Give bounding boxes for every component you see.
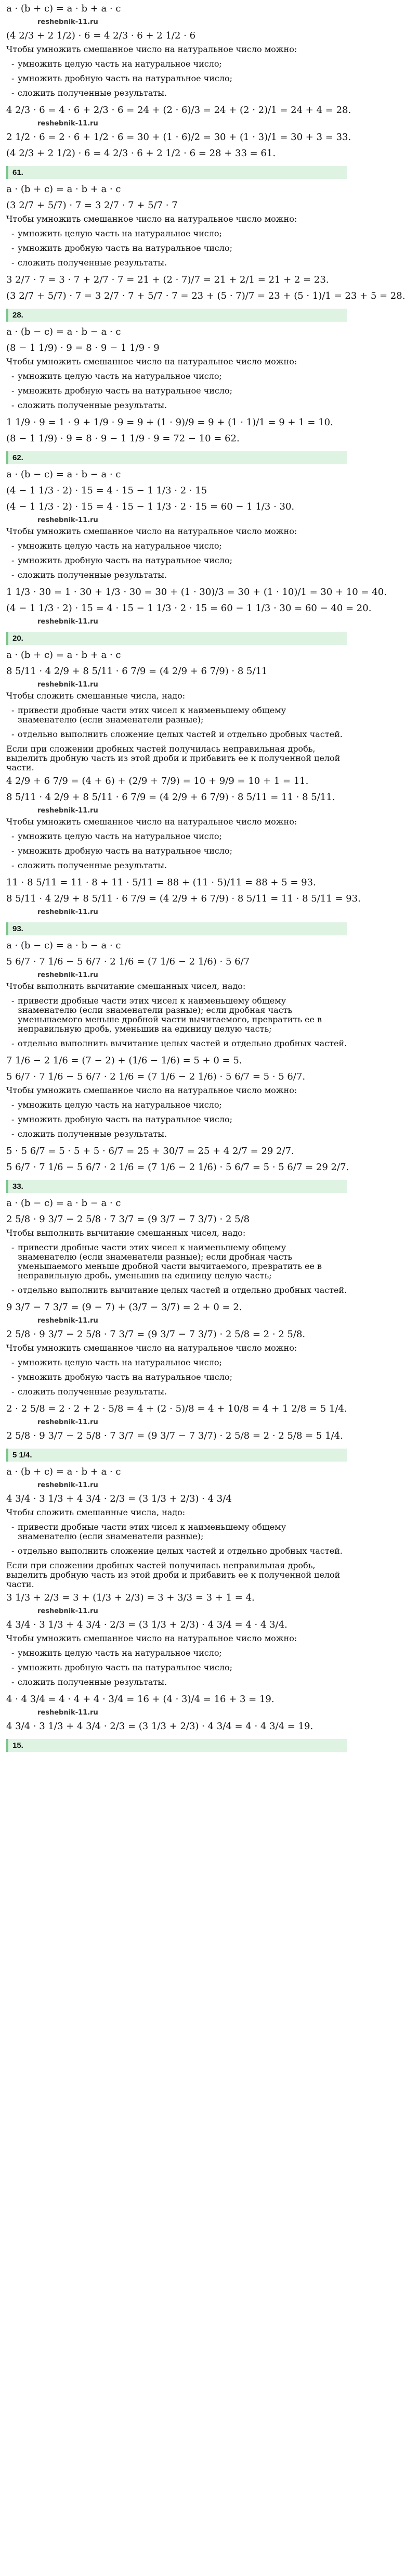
list-item: - умножить дробную часть на натуральное число; [6,244,347,253]
formula-line: 4 3/4 · 3 1/3 + 4 3/4 · 2/3 = (3 1/3 + 2/3) · 4 3/4 [6,1493,232,1504]
list-item: - отдельно выполнить вычитание целых частей и отдельно дробных частей. [6,1039,347,1048]
watermark-text: reshebnik-11.ru [37,807,98,815]
list-item: - умножить дробную часть на натуральное число; [6,386,347,396]
formula-line: a · (b − c) = a · b − a · c [6,940,121,951]
formula-line: 9 3/7 − 7 3/7 = (9 − 7) + (3/7 − 3/7) = 2 + 0 = 2. [6,1302,242,1313]
formula-line: a · (b − c) = a · b − a · c [6,326,121,337]
formula-line: 8 5/11 · 4 2/9 + 8 5/11 · 6 7/9 = (4 2/9 + 6 7/9) · 8 5/11 = 11 · 8 5/11. [6,792,335,803]
formula-line: 4 2/9 + 6 7/9 = (4 + 6) + (2/9 + 7/9) = 10 + 9/9 = 10 + 1 = 11. [6,776,309,786]
watermark-text: reshebnik-11.ru [37,18,98,26]
paragraph: Чтобы сложить смешанные числа, надо: [6,1507,186,1517]
formula-line: 1 1/3 · 30 = 1 · 30 + 1/3 · 30 = 30 + (1 · 30)/3 = 30 + (1 · 10)/1 = 30 + 10 = 40. [6,587,387,598]
paragraph: Чтобы умножить смешанное число на натуральное число можно: [6,1085,297,1095]
paragraph: Чтобы умножить смешанное число на натуральное число можно: [6,817,297,827]
list-item: - умножить целую часть на натуральное число; [6,1648,347,1658]
formula-line: (4 − 1 1/3 · 2) · 15 = 4 · 15 − 1 1/3 · 2 · 15 = 60 − 1 1/3 · 30 = 60 − 40 = 20. [6,603,372,614]
list-item: - сложить полученные результаты. [6,1130,347,1139]
formula-line: (4 2/3 + 2 1/2) · 6 = 4 2/3 · 6 + 2 1/2 · 6 [6,30,196,41]
list-item: - сложить полученные результаты. [6,1678,347,1687]
formula-line: 2 5/8 · 9 3/7 − 2 5/8 · 7 3/7 = (9 3/7 − 7 3/7) · 2 5/8 = 2 · 2 5/8. [6,1329,306,1340]
watermark-text: reshebnik-11.ru [37,1418,98,1426]
formula-line: 3 2/7 · 7 = 3 · 7 + 2/7 · 7 = 21 + (2 · 7)/7 = 21 + 2/1 = 21 + 2 = 23. [6,274,329,285]
answer-bar: 15. [6,1739,347,1752]
answer-bar: 61. [6,166,347,179]
watermark-text: reshebnik-11.ru [37,1481,98,1489]
formula-line: 5 6/7 · 7 1/6 − 5 6/7 · 2 1/6 = (7 1/6 − 2 1/6) · 5 6/7 = 5 · 5 6/7 = 29 2/7. [6,1162,349,1173]
paragraph: Чтобы выполнить вычитание смешанных чисел, надо: [6,981,246,991]
list-item: - отдельно выполнить вычитание целых частей и отдельно дробных частей. [6,1286,347,1295]
paragraph: Чтобы выполнить вычитание смешанных чисел, надо: [6,1228,246,1238]
formula-line: (8 − 1 1/9) · 9 = 8 · 9 − 1 1/9 · 9 = 72 − 10 = 62. [6,433,240,444]
list-item: - умножить дробную часть на натуральное число; [6,1373,347,1382]
list-item: - умножить дробную часть на натуральное число; [6,556,347,565]
list-item: - умножить дробную часть на натуральное число; [6,1663,347,1672]
formula-line: 5 6/7 · 7 1/6 − 5 6/7 · 2 1/6 = (7 1/6 − 2 1/6) · 5 6/7 = 5 · 5 6/7. [6,1071,306,1082]
formula-line: 5 6/7 · 7 1/6 − 5 6/7 · 2 1/6 = (7 1/6 − 2 1/6) · 5 6/7 [6,956,250,967]
watermark-text: reshebnik-11.ru [37,1709,98,1717]
formula-line: 11 · 8 5/11 = 11 · 8 + 11 · 5/11 = 88 + (11 · 5)/11 = 88 + 5 = 93. [6,877,316,888]
formula-line: 4 3/4 · 3 1/3 + 4 3/4 · 2/3 = (3 1/3 + 2/3) · 4 3/4 = 4 · 4 3/4 = 19. [6,1721,313,1732]
formula-line: 2 · 2 5/8 = 2 · 2 + 2 · 5/8 = 4 + (2 · 5)/8 = 4 + 10/8 = 4 + 1 2/8 = 5 1/4. [6,1403,347,1414]
answer-bar: 20. [6,632,347,645]
list-item: - умножить целую часть на натуральное число; [6,372,347,381]
answer-bar: 93. [6,922,347,935]
formula-line: 2 1/2 · 6 = 2 · 6 + 1/2 · 6 = 30 + (1 · 6)/2 = 30 + (1 · 3)/1 = 30 + 3 = 33. [6,132,351,143]
formula-line: (4 − 1 1/3 · 2) · 15 = 4 · 15 − 1 1/3 · 2 · 15 [6,485,207,496]
list-item: - умножить целую часть на натуральное число; [6,59,347,69]
document-page [0,2,405,1752]
list-item: - отдельно выполнить сложение целых частей и отдельно дробных частей. [6,730,347,739]
watermark-text: reshebnik-11.ru [37,971,98,979]
formula-line: 1 1/9 · 9 = 1 · 9 + 1/9 · 9 = 9 + (1 · 9)/9 = 9 + (1 · 1)/1 = 9 + 1 = 10. [6,417,333,428]
formula-line: 2 5/8 · 9 3/7 − 2 5/8 · 7 3/7 = (9 3/7 − 7 3/7) · 2 5/8 [6,1214,250,1225]
answer-bar: 62. [6,451,347,464]
list-item: - умножить целую часть на натуральное число; [6,1100,347,1110]
paragraph: Чтобы сложить смешанные числа, надо: [6,691,186,701]
watermark-text: reshebnik-11.ru [37,120,98,128]
formula-line: (4 − 1 1/3 · 2) · 15 = 4 · 15 − 1 1/3 · 2 · 15 = 60 − 1 1/3 · 30. [6,501,295,512]
list-item: - привести дробные части этих чисел к наименьшему общему знаменателю (если знаменатели разные); если дробная часть уменьшаемого меньше дробной части вычитаемого, превратить ее в неправильную дробь, уменьшив на единицу целую часть; [6,1243,347,1280]
formula-line: 3 1/3 + 2/3 = 3 + (1/3 + 2/3) = 3 + 3/3 = 3 + 1 = 4. [6,1592,255,1603]
paragraph: Чтобы умножить смешанное число на натуральное число можно: [6,44,297,54]
paragraph: Чтобы умножить смешанное число на натуральное число можно: [6,214,297,224]
list-item: - умножить дробную часть на натуральное число; [6,74,347,83]
list-item: - сложить полученные результаты. [6,88,347,98]
list-item: - привести дробные части этих чисел к наименьшему общему знаменателю (если знаменатели разные); если дробная часть уменьшаемого меньше дробной части вычитаемого, превратить ее в неправильную дробь, уменьшив на единицу целую часть; [6,996,347,1034]
formula-line: 5 · 5 6/7 = 5 · 5 + 5 · 6/7 = 25 + 30/7 = 25 + 4 2/7 = 29 2/7. [6,1146,294,1157]
list-item: - умножить целую часть на натуральное число; [6,229,347,238]
formula-line: 8 5/11 · 4 2/9 + 8 5/11 · 6 7/9 = (4 2/9 + 6 7/9) · 8 5/11 [6,666,268,677]
list-item: - умножить дробную часть на натуральное число; [6,846,347,856]
list-item: - сложить полученные результаты. [6,1387,347,1397]
answer-bar: 33. [6,1180,347,1193]
formula-line: a · (b − c) = a · b − a · c [6,1198,121,1209]
list-item: - сложить полученные результаты. [6,401,347,410]
answer-bar: 28. [6,309,347,322]
list-item: - сложить полученные результаты. [6,861,347,870]
formula-line: (4 2/3 + 2 1/2) · 6 = 4 2/3 · 6 + 2 1/2 · 6 = 28 + 33 = 61. [6,148,276,159]
paragraph: Чтобы умножить смешанное число на натуральное число можно: [6,1343,297,1353]
watermark-text: reshebnik-11.ru [37,908,98,916]
formula-line: a · (b − c) = a · b − a · c [6,469,121,480]
formula-line: 4 3/4 · 3 1/3 + 4 3/4 · 2/3 = (3 1/3 + 2/3) · 4 3/4 = 4 · 4 3/4. [6,1619,288,1630]
list-item: - привести дробные части этих чисел к наименьшему общему знаменателю (если знаменатели разные); [6,1522,347,1541]
watermark-text: reshebnik-11.ru [37,681,98,689]
watermark-text: reshebnik-11.ru [37,1317,98,1325]
formula-line: 4 · 4 3/4 = 4 · 4 + 4 · 3/4 = 16 + (4 · 3)/4 = 16 + 3 = 19. [6,1694,275,1705]
formula-line: a · (b + c) = a · b + a · c [6,184,121,195]
list-item: - умножить целую часть на натуральное число; [6,832,347,841]
answer-bar: 5 1/4. [6,1449,347,1462]
list-item: - умножить целую часть на натуральное число; [6,1358,347,1367]
formula-line: (8 − 1 1/9) · 9 = 8 · 9 − 1 1/9 · 9 [6,342,160,353]
list-item: - умножить дробную часть на натуральное число; [6,1115,347,1124]
paragraph: Чтобы умножить смешанное число на натуральное число можно: [6,526,297,536]
paragraph: Чтобы умножить смешанное число на натуральное число можно: [6,1633,297,1643]
paragraph: Чтобы умножить смешанное число на натуральное число можно: [6,357,297,366]
watermark-text: reshebnik-11.ru [37,516,98,524]
formula-line: 8 5/11 · 4 2/9 + 8 5/11 · 6 7/9 = (4 2/9 + 6 7/9) · 8 5/11 = 11 · 8 5/11 = 93. [6,893,361,904]
formula-line: (3 2/7 + 5/7) · 7 = 3 2/7 · 7 + 5/7 · 7 [6,200,178,211]
paragraph: Если при сложении дробных частей получилась неправильная дробь, выделить дробную часть из этой дроби и прибавить ее к полученной целой части. [6,1560,341,1589]
list-item: - умножить целую часть на натуральное число; [6,541,347,551]
list-item: - отдельно выполнить сложение целых частей и отдельно дробных частей. [6,1546,347,1556]
formula-line: a · (b + c) = a · b + a · c [6,1466,121,1477]
formula-line: 2 5/8 · 9 3/7 − 2 5/8 · 7 3/7 = (9 3/7 − 7 3/7) · 2 5/8 = 2 · 2 5/8 = 5 1/4. [6,1430,343,1441]
watermark-text: reshebnik-11.ru [37,618,98,626]
formula-line: 7 1/6 − 2 1/6 = (7 − 2) + (1/6 − 1/6) = 5 + 0 = 5. [6,1055,242,1066]
formula-line: a · (b + c) = a · b + a · c [6,650,121,661]
list-item: - сложить полученные результаты. [6,258,347,268]
watermark-text: reshebnik-11.ru [37,1607,98,1615]
list-item: - сложить полученные результаты. [6,570,347,580]
formula-line: (3 2/7 + 5/7) · 7 = 3 2/7 · 7 + 5/7 · 7 = 23 + (5 · 7)/7 = 23 + (5 · 1)/1 = 23 + 5 = 28. [6,290,405,301]
list-item: - привести дробные части этих чисел к наименьшему общему знаменателю (если знаменатели разные); [6,706,347,725]
formula-line: 4 2/3 · 6 = 4 · 6 + 2/3 · 6 = 24 + (2 · 6)/3 = 24 + (2 · 2)/1 = 24 + 4 = 28. [6,105,351,116]
paragraph: Если при сложении дробных частей получилась неправильная дробь, выделить дробную часть из этой дроби и прибавить ее к полученной целой части. [6,744,341,772]
formula-line: a · (b + c) = a · b + a · c [6,3,121,14]
